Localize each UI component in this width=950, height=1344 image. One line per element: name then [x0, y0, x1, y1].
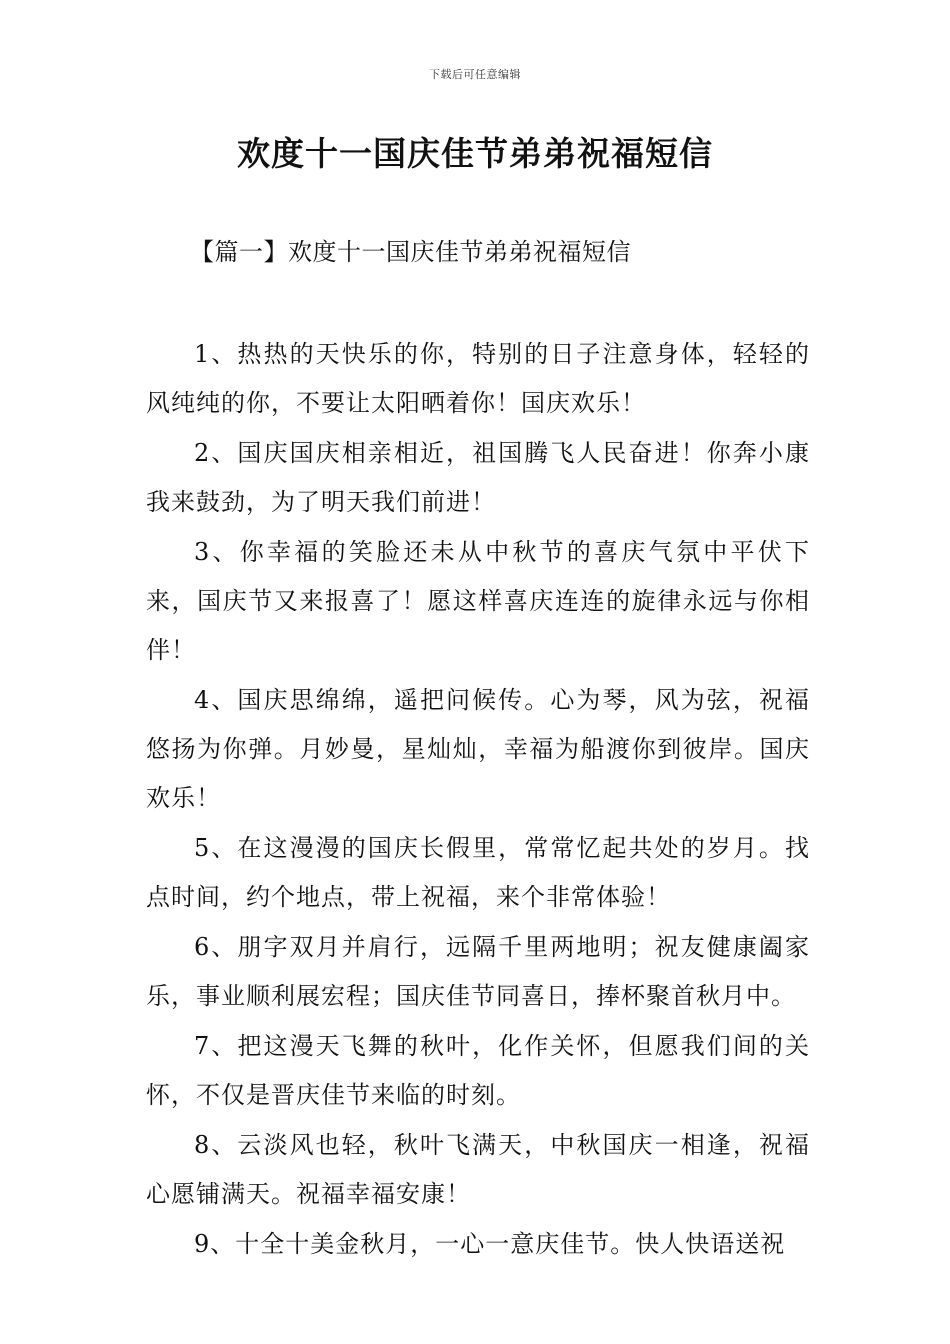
body-text	[146, 330, 810, 1269]
paragraph: 6、朋字双月并肩行，远隔千里两地明；祝友健康阖家乐，事业顺利展宏程；国庆佳节同喜日，捧杯聚首秋月中。	[146, 933, 810, 1010]
paragraph: 3、你幸福的笑脸还未从中秋节的喜庆气氛中平伏下来，国庆节又来报喜了！愿这样喜庆连连的旋律永远与你相伴！	[146, 538, 810, 664]
paragraph: 8、云淡风也轻，秋叶飞满天，中秋国庆一相逢，祝福心愿铺满天。祝福幸福安康！	[146, 1131, 810, 1208]
section-heading: 【篇一】欢度十一国庆佳节弟弟祝福短信	[190, 238, 631, 266]
document-title: 欢度十一国庆佳节弟弟祝福短信	[237, 134, 713, 173]
paragraph: 1、热热的天快乐的你，特别的日子注意身体，轻轻的风纯纯的你，不要让太阳晒着你！国庆欢乐！	[146, 340, 810, 417]
paragraph: 4、国庆思绵绵，遥把问候传。心为琴，风为弦，祝福悠扬为你弹。月妙曼，星灿灿，幸福为船渡你到彼岸。国庆欢乐！	[146, 686, 810, 812]
paragraph: 2、国庆国庆相亲相近，祖国腾飞人民奋进！你奔小康我来鼓劲，为了明天我们前进！	[146, 439, 810, 516]
paragraph: 9、十全十美金秋月，一心一意庆佳节。快人快语送祝	[194, 1230, 786, 1258]
header-note: 下载后可任意编辑	[429, 68, 521, 81]
paragraph: 5、在这漫漫的国庆长假里，常常忆起共处的岁月。找点时间，约个地点，带上祝福，来个非常体验！	[146, 834, 810, 911]
paragraph: 7、把这漫天飞舞的秋叶，化作关怀，但愿我们间的关怀，不仅是晋庆佳节来临的时刻。	[146, 1032, 810, 1109]
